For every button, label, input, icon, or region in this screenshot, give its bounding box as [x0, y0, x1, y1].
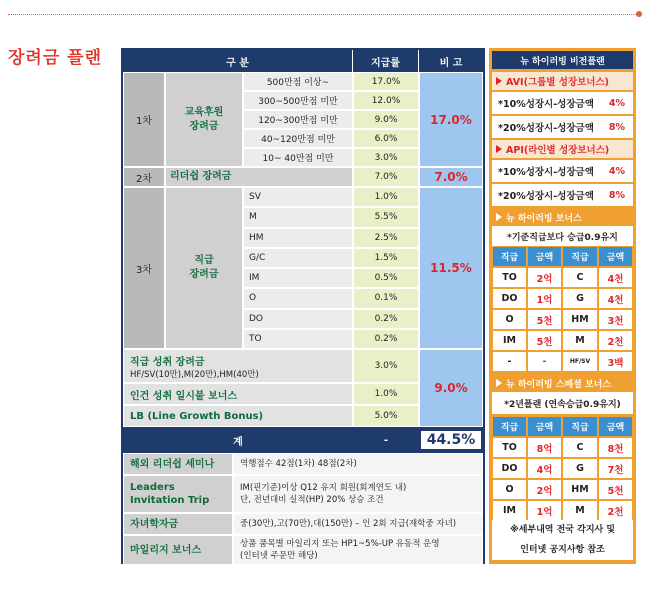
footer-line-2: 인터넷 공지사항 참조 — [520, 545, 605, 555]
tier3-level: SV — [243, 187, 353, 207]
avi-row-1-value: 4% — [608, 97, 625, 109]
bonus-grid-cell: HM — [562, 309, 598, 330]
bonus-grid-cell: M — [562, 330, 598, 351]
tier3-level: TO — [243, 329, 353, 349]
api-row-2-text: *20%성장시-성장금액 — [498, 191, 594, 202]
avi-title-text: AVI(그룹별 성장보너스) — [506, 77, 610, 88]
special-grid-cell: 4억 — [527, 458, 562, 479]
api-title-text: API(라인별 성장보너스) — [506, 145, 610, 156]
bonus-grid-header: 직급 — [492, 246, 527, 267]
special-grid-cell: 2천 — [598, 500, 633, 521]
arrow-right-icon — [496, 77, 502, 85]
bonus-grid-cell: C — [562, 267, 598, 288]
bonus-title — [492, 208, 633, 226]
rank-bonus-detail: HF/SV(10만),M(20만),HM(40만) — [130, 369, 259, 380]
lb-label: LB (Line Growth Bonus) — [123, 405, 353, 427]
rank-bonus-label — [123, 349, 353, 383]
tier3-level: HM — [243, 228, 353, 248]
tier3-rate: 5.5% — [353, 207, 419, 227]
bonus-title-text: 뉴 하이러빙 보너스 — [506, 213, 582, 224]
tier2-note: 7.0% — [419, 167, 483, 187]
api-row-2 — [492, 184, 633, 206]
bonus-grid-cell: 3천 — [598, 309, 633, 330]
special-grid-cell: G — [562, 458, 598, 479]
benefit-label: 해외 리더쉽 세미나 — [123, 453, 233, 475]
tier3-level: DO — [243, 309, 353, 329]
tier3-level: O — [243, 288, 353, 308]
bonus-grid-header: 금액 — [527, 246, 562, 267]
top-divider — [8, 14, 642, 15]
total-rate: - — [353, 429, 419, 451]
api-row-1 — [492, 160, 633, 182]
extra-note: 9.0% — [419, 349, 483, 427]
bonus-grid-cell: 4천 — [598, 267, 633, 288]
bonus-grid-cell: HF/SV — [562, 351, 598, 372]
tier3-rate: 0.2% — [353, 309, 419, 329]
header-category: 구 분 — [123, 50, 353, 72]
special-info: *2년플랜 (연속승급0.9유지) — [492, 392, 633, 414]
bonus-grid-cell: - — [492, 351, 527, 372]
tier1-rate: 17.0% — [353, 72, 419, 91]
special-grid-header: 직급 — [562, 416, 598, 437]
bonus-grid-cell: 2억 — [527, 267, 562, 288]
benefit-label: 자녀학자금 — [123, 513, 233, 535]
tier1-rate: 3.0% — [353, 148, 419, 167]
bonus-grid-cell: IM — [492, 330, 527, 351]
tier3-level: G/C — [243, 248, 353, 268]
tier2-rate: 7.0% — [353, 167, 419, 187]
side-footer — [492, 520, 633, 560]
special-grid-cell: IM — [492, 500, 527, 521]
lump-bonus-rate: 1.0% — [353, 383, 419, 405]
tier1-rate: 12.0% — [353, 91, 419, 110]
tier3-level: M — [243, 207, 353, 227]
bonus-grid-cell: 4천 — [598, 288, 633, 309]
bonus-grid-cell: 5천 — [527, 309, 562, 330]
benefit-value: IM(핀기준)이상 Q12 유지 회원(회계연도 내) 단, 전년대비 실적(HP) 20% 상승 조건 — [233, 475, 483, 513]
benefit-label: 마일리지 보너스 — [123, 535, 233, 565]
tier1-label: 1차 — [123, 72, 165, 167]
avi-row-2-value: 8% — [608, 121, 625, 133]
tier3-level: IM — [243, 268, 353, 288]
total-value: 44.5% — [421, 431, 481, 449]
benefit-value: 중(30만),고(70만),대(150만) – 인 2회 지급(재학중 자녀) — [233, 513, 483, 535]
footer-line-1: ※세부내역 전국 각지사 및 — [509, 525, 616, 535]
special-title — [492, 374, 633, 392]
tier3-rate: 0.1% — [353, 288, 419, 308]
vision-plan-panel — [489, 48, 636, 564]
bonus-grid-cell: 1억 — [527, 288, 562, 309]
special-grid-cell: 8억 — [527, 437, 562, 458]
tier3-rate: 0.2% — [353, 329, 419, 349]
total-label: 계 — [123, 429, 353, 451]
benefit-value: 상품 품목별 마일리지 또는 HP1~5%-UP 유동적 운영 (인터넷 주문만 해당) — [233, 535, 483, 565]
bonus-grid-cell: DO — [492, 288, 527, 309]
special-grid-cell: C — [562, 437, 598, 458]
bonus-grid-header: 금액 — [598, 246, 633, 267]
bonus-grid-cell: 5천 — [527, 330, 562, 351]
special-grid-cell: TO — [492, 437, 527, 458]
arrow-right-icon — [496, 379, 502, 387]
side-header: 뉴 하이러빙 비전플랜 — [492, 51, 633, 69]
special-grid-cell: O — [492, 479, 527, 500]
rank-bonus-title: 직급 성취 장려금 — [130, 356, 205, 368]
bonus-grid — [492, 246, 633, 372]
bonus-grid-cell: O — [492, 309, 527, 330]
bonus-grid-header: 직급 — [562, 246, 598, 267]
tier3-rate: 1.5% — [353, 248, 419, 268]
bonus-grid-cell: - — [527, 351, 562, 372]
benefit-label: Leaders Invitation Trip — [123, 475, 233, 513]
special-grid-cell: 1억 — [527, 500, 562, 521]
special-grid-cell: M — [562, 500, 598, 521]
arrow-right-icon — [496, 213, 502, 221]
avi-title — [492, 72, 633, 90]
special-title-text: 뉴 하이러빙 스페셜 보너스 — [506, 379, 612, 390]
tier3-note: 11.5% — [419, 187, 483, 349]
special-grid — [492, 416, 633, 520]
top-divider-dot — [636, 11, 642, 17]
special-grid-header: 금액 — [598, 416, 633, 437]
page-title: 장려금 플랜 — [8, 48, 103, 68]
tier1-level: 40~120만점 미만 — [243, 129, 353, 148]
lump-bonus-label: 인건 성취 일시불 보너스 — [123, 383, 353, 405]
bonus-info: *기준직급보다 승급0.9유지 — [492, 226, 633, 246]
special-grid-cell: 7천 — [598, 458, 633, 479]
special-grid-header: 금액 — [527, 416, 562, 437]
tier2-sub: 리더쉽 장려금 — [165, 167, 353, 187]
avi-row-2-text: *20%성장시-성장금액 — [498, 123, 594, 134]
arrow-right-icon — [496, 145, 502, 153]
tier1-level: 300~500만점 미만 — [243, 91, 353, 110]
special-grid-cell: HM — [562, 479, 598, 500]
tier3-rate: 1.0% — [353, 187, 419, 207]
api-title — [492, 140, 633, 158]
tier1-rate: 9.0% — [353, 110, 419, 129]
tier1-rate: 6.0% — [353, 129, 419, 148]
tier3-label: 3차 — [123, 187, 165, 349]
bonus-grid-cell: 3백 — [598, 351, 633, 372]
api-row-2-value: 8% — [608, 189, 625, 201]
avi-row-1-text: *10%성장시-성장금액 — [498, 99, 594, 110]
tier2-label: 2차 — [123, 167, 165, 187]
benefit-value: 역행점수 42점(1차) 48점(2차) — [233, 453, 483, 475]
special-grid-cell: 8천 — [598, 437, 633, 458]
special-grid-cell: DO — [492, 458, 527, 479]
tier1-level: 500만점 이상~ — [243, 72, 353, 91]
avi-row-1 — [492, 92, 633, 114]
tier1-sub: 교육후원 장려금 — [165, 72, 243, 167]
tier1-level: 10~ 40만점 미만 — [243, 148, 353, 167]
bonus-grid-cell: G — [562, 288, 598, 309]
tier3-rate: 2.5% — [353, 228, 419, 248]
header-note: 비 고 — [419, 50, 483, 72]
special-grid-cell: 5천 — [598, 479, 633, 500]
tier3-rate: 0.5% — [353, 268, 419, 288]
tier3-sub: 직급 장려금 — [165, 187, 243, 349]
tier1-note: 17.0% — [419, 72, 483, 167]
api-row-1-text: *10%성장시-성장금액 — [498, 167, 594, 178]
incentive-plan-table — [121, 48, 485, 564]
special-grid-header: 직급 — [492, 416, 527, 437]
header-rate: 지급률 — [353, 50, 419, 72]
rank-bonus-rate: 3.0% — [353, 349, 419, 383]
avi-row-2 — [492, 116, 633, 138]
api-row-1-value: 4% — [608, 165, 625, 177]
bonus-grid-cell: TO — [492, 267, 527, 288]
lb-rate: 5.0% — [353, 405, 419, 427]
tier1-level: 120~300만점 미만 — [243, 110, 353, 129]
special-grid-cell: 2억 — [527, 479, 562, 500]
bonus-grid-cell: 2천 — [598, 330, 633, 351]
